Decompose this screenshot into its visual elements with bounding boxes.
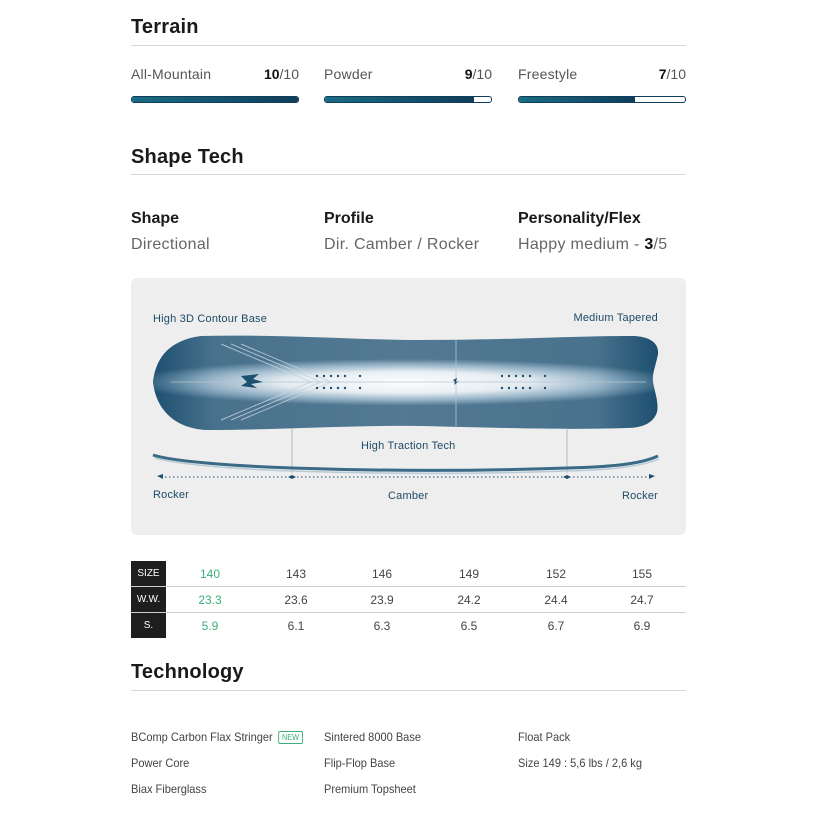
size-cell: 24.2 (457, 592, 481, 607)
size-cell[interactable]: 152 (545, 566, 567, 581)
size-cell: 24.7 (630, 592, 654, 607)
size-cell[interactable]: 155 (631, 566, 653, 581)
size-cell: 6.3 (373, 618, 391, 633)
board-diagram-panel (131, 278, 686, 535)
rating-bar-fill (325, 97, 474, 102)
size-cell[interactable]: 149 (458, 566, 480, 581)
shape-tech-divider (131, 174, 686, 175)
sidecut-row (131, 613, 686, 638)
size-cell: 6.5 (460, 618, 478, 633)
rating-bar (131, 96, 299, 103)
rating-all-mountain (131, 66, 299, 84)
size-cell: 6.9 (633, 618, 651, 633)
size-cell: 23.9 (370, 592, 394, 607)
label-tapered: Medium Tapered (573, 312, 658, 324)
size-row (131, 561, 686, 587)
rating-label: All-Mountain (131, 66, 212, 82)
label-camber: Camber (388, 490, 429, 502)
terrain-divider (131, 45, 686, 46)
size-cell[interactable]: 140 (199, 566, 221, 581)
label-traction-tech: High Traction Tech (361, 440, 456, 452)
size-cell[interactable]: 146 (371, 566, 393, 581)
technology-divider (131, 690, 686, 691)
rating-freestyle (518, 66, 686, 84)
rating-bar (324, 96, 492, 103)
rating-bar (518, 96, 686, 103)
terrain-title: Terrain (131, 16, 199, 38)
size-row-header: S. (131, 613, 166, 638)
rating-powder (324, 66, 492, 84)
tech-item: Size 149 : 5,6 lbs / 2,6 kg (518, 756, 642, 770)
technology-title: Technology (131, 661, 244, 683)
waist-width-row (131, 587, 686, 613)
tech-item: Biax Fiberglass (131, 782, 207, 796)
tech-item: Sintered 8000 Base (324, 730, 421, 744)
attr-key: Shape (131, 210, 180, 227)
rating-score: 9/10 (464, 66, 492, 82)
attr-shape (131, 210, 210, 254)
attr-key: Personality/Flex (518, 210, 641, 227)
attr-value: Dir. Camber / Rocker (324, 236, 480, 253)
size-cell: 23.6 (284, 592, 308, 607)
rating-score: 10/10 (263, 66, 299, 82)
rating-label: Freestyle (518, 66, 578, 82)
label-rocker-left: Rocker (153, 489, 190, 501)
label-rocker-right: Rocker (621, 490, 658, 502)
size-cell[interactable]: 143 (285, 566, 307, 581)
size-row-header: SIZE (131, 561, 166, 586)
rating-score: 7/10 (658, 66, 686, 82)
rating-bar-fill (519, 97, 635, 102)
tech-item: BComp Carbon Flax Stringer NEW (131, 730, 303, 744)
tech-item: Float Pack (518, 730, 571, 744)
attr-value: Happy medium - 3/5 (518, 236, 668, 253)
shape-tech-title: Shape Tech (131, 146, 244, 168)
tech-item: Power Core (131, 756, 190, 770)
size-cell: 6.7 (547, 618, 565, 633)
board-illustration (131, 278, 686, 535)
attr-key: Profile (324, 210, 374, 227)
size-table (131, 561, 686, 638)
rating-label: Powder (324, 66, 373, 82)
attr-value: Directional (131, 236, 210, 253)
size-cell: 23.3 (198, 592, 222, 607)
tech-item: Premium Topsheet (324, 782, 416, 796)
new-badge: NEW (278, 731, 303, 744)
tech-item: Flip-Flop Base (324, 756, 396, 770)
rating-bar-fill (132, 97, 298, 102)
label-contour-base: High 3D Contour Base (153, 313, 268, 325)
size-cell: 6.1 (287, 618, 305, 633)
attr-personality-flex (518, 210, 667, 254)
size-cell: 5.9 (201, 618, 219, 633)
size-cell: 24.4 (544, 592, 568, 607)
size-row-header: W.W. (131, 587, 166, 612)
attr-profile (324, 210, 479, 254)
